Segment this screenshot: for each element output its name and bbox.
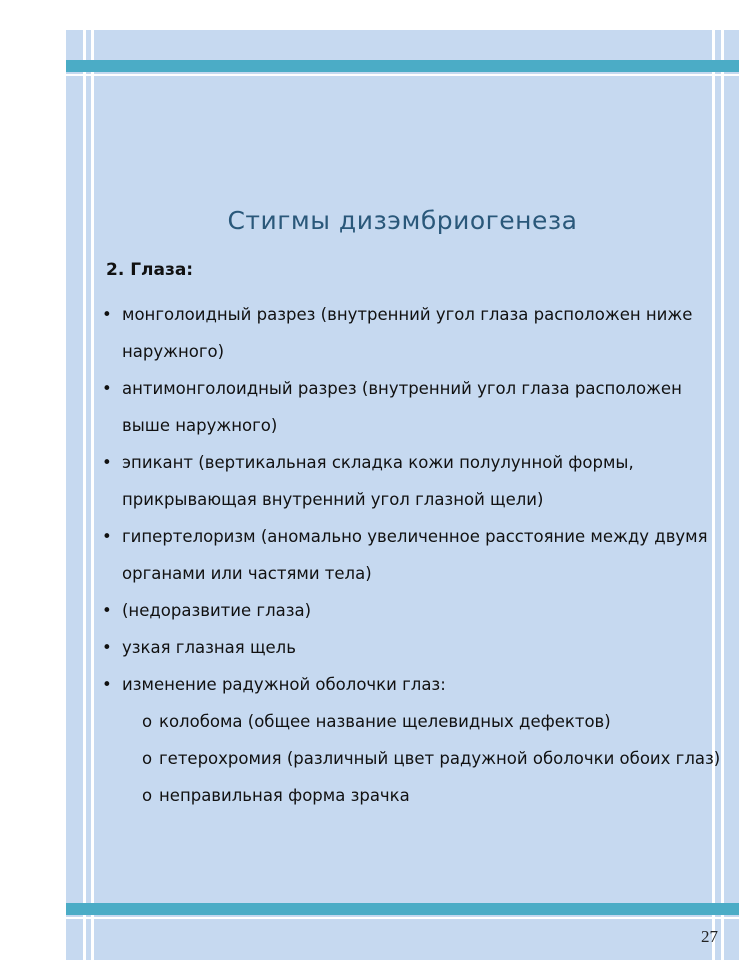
list-item: • (недоразвитие глаза) xyxy=(102,592,722,629)
list-item: • антимонголоидный разрез (внутренний угол глаза расположен выше наружного) xyxy=(102,370,722,444)
bullet-list xyxy=(102,296,722,814)
bullet-icon: • xyxy=(102,601,112,620)
list-item: • монголоидный разрез (внутренний угол глаза расположен ниже наружного) xyxy=(102,296,722,370)
circle-bullet-icon: o xyxy=(142,786,153,805)
circle-bullet-icon: o xyxy=(142,712,153,731)
border-line-left-inner xyxy=(91,30,94,960)
circle-bullet-icon: o xyxy=(142,749,153,768)
page-title: Стигмы дизэмбриогенеза xyxy=(227,206,578,235)
sub-bullet-list xyxy=(122,703,722,814)
header-divider-line xyxy=(66,74,739,76)
bullet-icon: • xyxy=(102,305,112,324)
list-item: • изменение радужной оболочки глаз: o колобома (общее название щелевидных дефектов) o гетерохромия (различный цвет радужной оболочки обоих глаз) o неправильная форма зрачка xyxy=(102,666,722,814)
list-item: • узкая глазная щель xyxy=(102,629,722,666)
document-page xyxy=(66,30,739,960)
border-line-left-outer xyxy=(83,30,86,960)
sub-list-item: o гетерохромия (различный цвет радужной оболочки обоих глаз) xyxy=(122,740,722,777)
page-number: 27 xyxy=(701,927,718,946)
footer-accent-bar xyxy=(66,903,739,915)
sub-list-item: o неправильная форма зрачка xyxy=(122,777,722,814)
bullet-icon: • xyxy=(102,527,112,546)
bullet-icon: • xyxy=(102,638,112,657)
footer-divider-line xyxy=(66,917,739,919)
bullet-icon: • xyxy=(102,379,112,398)
list-item: • эпикант (вертикальная складка кожи полулунной формы, прикрывающая внутренний угол глазной щели) xyxy=(102,444,722,518)
sub-list-item: o колобома (общее название щелевидных дефектов) xyxy=(122,703,722,740)
header-accent-bar xyxy=(66,60,739,72)
list-item: • гипертелоризм (аномально увеличенное расстояние между двумя органами или частями тела) xyxy=(102,518,722,592)
bullet-icon: • xyxy=(102,675,112,694)
section-heading: 2. Глаза: xyxy=(106,260,194,280)
bullet-icon: • xyxy=(102,453,112,472)
